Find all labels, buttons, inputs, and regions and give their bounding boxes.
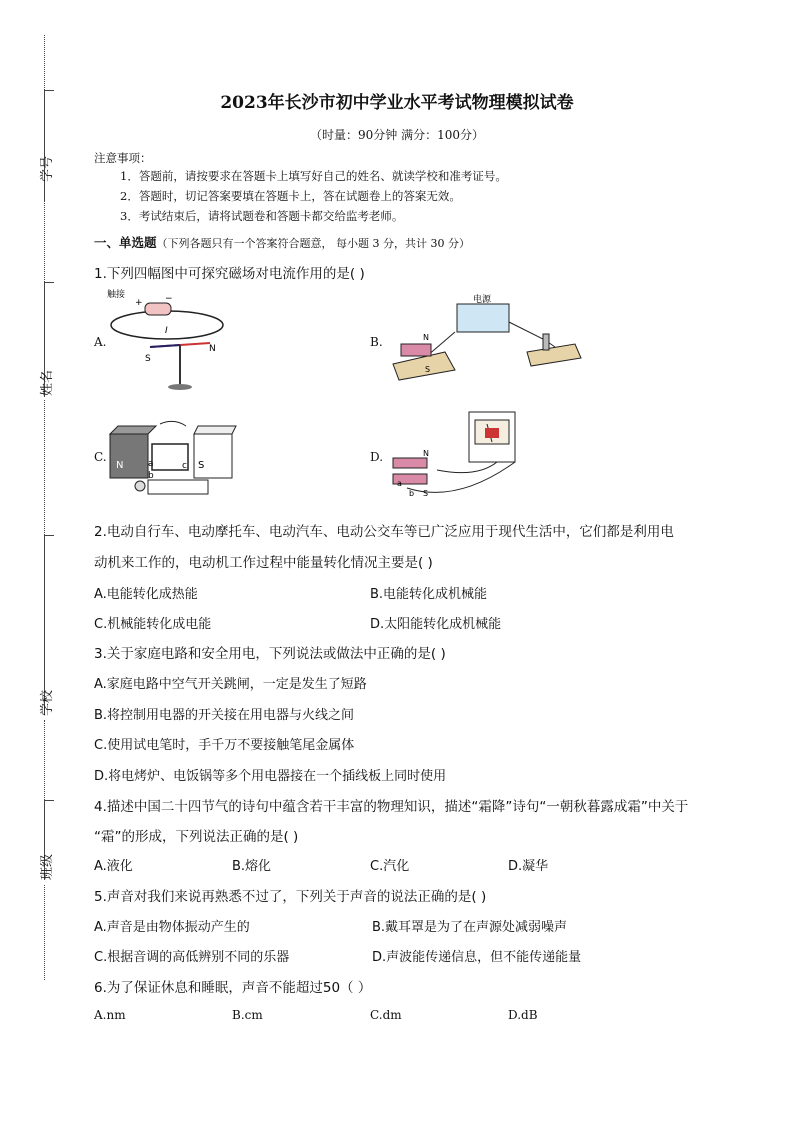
question-5-option-b: B.戴耳罩是为了在声源处减弱噪声 — [372, 920, 568, 935]
notes-heading: 注意事项： — [94, 151, 152, 165]
question-4-option-d: D.凝华 — [508, 859, 549, 874]
exam-subtitle: （时量：90分钟 满分：100分） — [310, 128, 484, 142]
question-6-option-b: B.cm — [232, 1008, 263, 1022]
figure-b-motor-rail — [385, 292, 585, 387]
question-6-stem: 6.为了保证休息和睡眠，声音不能超过50（ ） — [94, 980, 372, 996]
svg-text:−: − — [165, 294, 173, 304]
question-2-option-c: C.机械能转化成电能 — [94, 617, 212, 632]
option-label-d: D. — [370, 450, 384, 464]
dotted-line — [44, 400, 45, 535]
svg-text:N: N — [423, 333, 429, 342]
svg-text:S: S — [198, 460, 205, 471]
label-student-id: 学号 — [40, 155, 55, 182]
question-4-option-a: A.液化 — [94, 859, 133, 874]
figure-d-galvanometer — [387, 408, 537, 500]
svg-text:N: N — [209, 344, 216, 354]
question-5-stem: 5.声音对我们来说再熟悉不过了，下列关于声音的说法正确的是( ) — [94, 889, 487, 905]
note-item: 2．答题时，切记答案要填在答题卡上，答在试题卷上的答案无效。 — [120, 189, 461, 203]
svg-text:b: b — [148, 471, 154, 481]
question-4-option-c: C.汽化 — [370, 859, 410, 874]
question-5-option-c: C.根据音调的高低辨别不同的乐器 — [94, 950, 290, 965]
option-label-b: B. — [370, 335, 383, 349]
label-class: 班级 — [40, 853, 55, 880]
svg-text:a: a — [397, 479, 402, 488]
question-5-option-d: D.声波能传递信息，但不能传递能量 — [372, 950, 582, 965]
write-line — [44, 535, 45, 715]
svg-text:N: N — [423, 449, 429, 458]
question-4-stem-line-2: “霜”的形成，下列说法正确的是( ) — [94, 829, 299, 845]
question-6-option-c: C.dm — [370, 1008, 402, 1022]
note-item: 3．考试结束后，请将试题卷和答题卡都交给监考老师。 — [120, 209, 404, 223]
svg-text:+: + — [135, 298, 143, 308]
label-touch: 触接 — [107, 290, 126, 300]
dotted-line — [44, 885, 45, 980]
question-2-option-b: B.电能转化成机械能 — [370, 587, 488, 602]
question-5-option-a: A.声音是由物体振动产生的 — [94, 920, 250, 935]
question-2-option-a: A.电能转化成热能 — [94, 587, 198, 602]
svg-text:a: a — [148, 459, 154, 469]
question-2-stem-line-2: 动机来工作的，电动机工作过程中能量转化情况主要是( ) — [94, 555, 433, 571]
section-desc: （下列各题只有一个答案符合题意， 每小题 3 分，共计 30 分） — [156, 237, 470, 250]
dotted-line — [44, 720, 45, 800]
question-4-option-b: B.熔化 — [232, 859, 272, 874]
question-3-option-b: B.将控制用电器的开关接在用电器与火线之间 — [94, 708, 355, 723]
svg-text:c: c — [182, 461, 187, 471]
section-title: 一、单选题 — [94, 235, 157, 250]
label-tick — [44, 282, 54, 283]
dotted-line — [44, 35, 45, 90]
question-2-stem-line-1: 2.电动自行车、电动摩托车、电动汽车、电动公交车等已广泛应用于现代生活中，它们都是利用电 — [94, 524, 674, 540]
figure-a-oersted — [105, 285, 235, 395]
question-1-stem: 1.下列四幅图中可探究磁场对电流作用的是( ) — [94, 266, 365, 282]
label-school: 学校 — [40, 689, 55, 716]
dotted-line — [44, 200, 45, 282]
section-heading — [94, 233, 470, 251]
label-tick — [44, 800, 54, 801]
exam-title: 2023年长沙市初中学业水平考试物理模拟试卷 — [220, 93, 574, 113]
svg-text:N: N — [116, 460, 124, 471]
note-item: 1．答题前，请按要求在答题卡上填写好自己的姓名、就读学校和准考证号。 — [120, 169, 507, 183]
svg-text:电源: 电源 — [473, 295, 492, 305]
question-3-option-d: D.将电烤炉、电饭锅等多个用电器接在一个插线板上同时使用 — [94, 769, 447, 784]
question-4-stem-line-1: 4.描述中国二十四节气的诗句中蕴含若干丰富的物理知识，描述“霜降”诗句“一朝秋暮露成霜”中关于 — [94, 799, 689, 815]
svg-text:S: S — [145, 354, 151, 364]
figure-c-generator — [108, 420, 238, 500]
question-3-option-c: C.使用试电笔时，手千万不要接触笔尾金属体 — [94, 738, 355, 753]
question-2-option-d: D.太阳能转化成机械能 — [370, 617, 502, 632]
label-tick — [44, 535, 54, 536]
svg-text:I: I — [165, 326, 168, 336]
option-label-c: C. — [94, 450, 107, 464]
question-6-option-a: A.nm — [94, 1008, 126, 1022]
question-6-option-d: D.dB — [508, 1008, 538, 1022]
svg-text:S: S — [423, 489, 429, 498]
svg-text:S: S — [425, 365, 431, 374]
question-3-stem: 3.关于家庭电路和安全用电，下列说法或做法中正确的是( ) — [94, 646, 446, 662]
svg-text:b: b — [409, 489, 415, 498]
question-3-option-a: A.家庭电路中空气开关跳闸，一定是发生了短路 — [94, 677, 367, 692]
option-label-a: A. — [94, 335, 107, 349]
label-name: 姓名 — [40, 369, 55, 396]
